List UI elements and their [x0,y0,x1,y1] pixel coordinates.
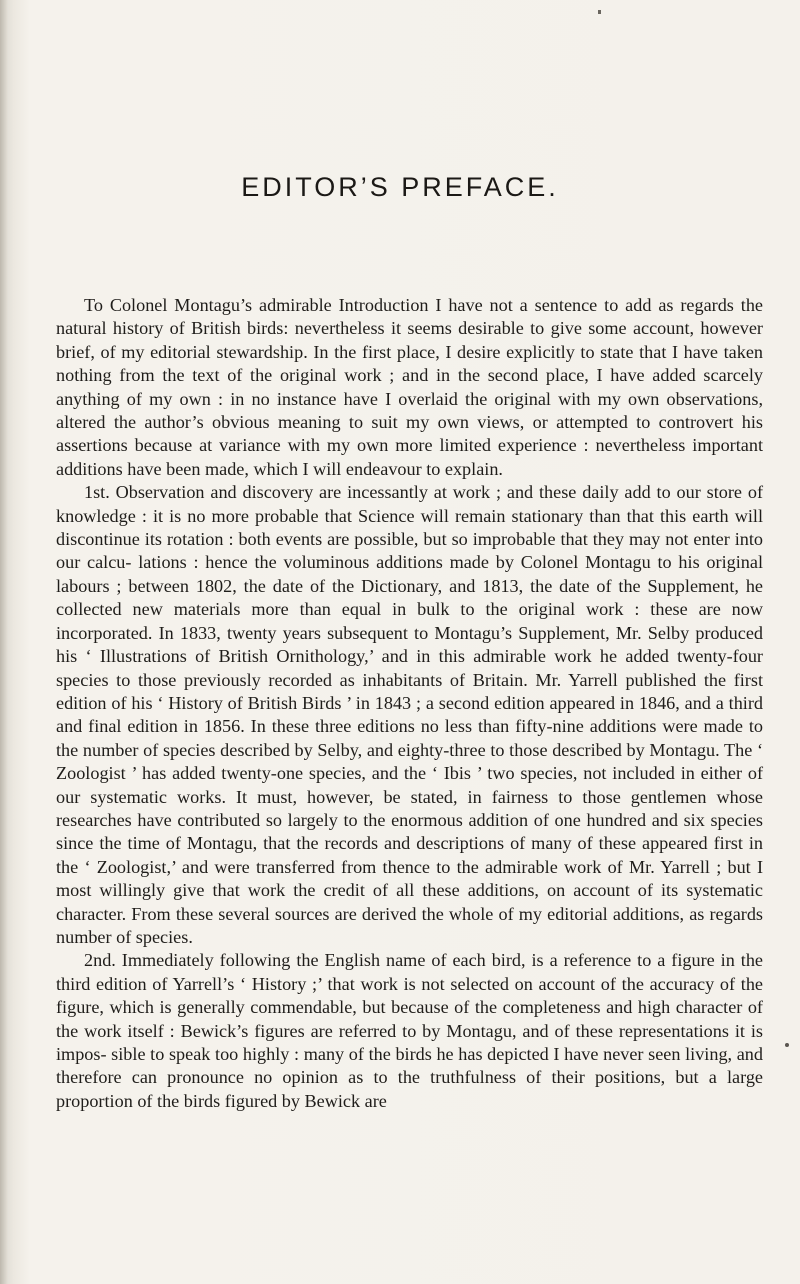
paragraph-first-point: 1st. Observation and discovery are incessantly at work ; and these daily add to our store of knowledge : it is no more probable that Science will remain stationary than that this earth will discontinue its rotation : both events are possible, but so improbable that they may not enter into our calcu- lations : hence the voluminous additions made by Colonel Montagu to his original labours ; between 1802, the date of the Dictionary, and 1813, the date of the Supplement, he collected new materials more than equal in bulk to the original work : these are now incorporated. In 1833, twenty years subsequent to Montagu’s Supplement, Mr. Selby produced his ‘ Illustrations of British Ornithology,’ and in this admirable work he added twenty-four species to those previously recorded as inhabitants of Britain. Mr. Yarrell published the first edition of his ‘ History of British Birds ’ in 1843 ; a second edition appeared in 1846, and a third and final edition in 1856. In these three editions no less than fifty-nine additions were made to the number of species described by Selby, and eighty-three to those described by Montagu. The ‘ Zoologist ’ has added twenty-one species, and the ‘ Ibis ’ two species, not included in either of our systematic works. It must, however, be stated, in fairness to those gentlemen whose researches have contributed so largely to the enormous addition of one hundred and six species since the time of Montagu, that the records and descriptions of many of these appeared first in the ‘ Zoologist,’ and were transferred from thence to the admirable work of Mr. Yarrell ; but I most willingly give that work the credit of all these additions, on account of its systematic character. From these several sources are derived the whole of my editorial additions, as regards number of species. [56,482,763,947]
paragraph-second-point: 2nd. Immediately following the English name of each bird, is a reference to a figure in the third edition of Yarrell’s ‘ History ;’ that work is not selected on account of the accuracy of the figure, which is generally commendable, but because of the completeness and high character of the work itself : Bewick’s figures are referred to by Montagu, and of these representations it is impos- sible to speak too highly : many of the birds he has depicted I have never seen living, and therefore can pronounce no opinion as to the truthfulness of their positions, but a large proportion of the birds figured by Bewick are [56,950,763,1111]
print-mark [598,10,601,14]
paragraph-intro: To Colonel Montagu’s admirable Introduction I have not a sentence to add as regards the natural history of British birds: nevertheless it seems desirable to give some account, however brief, of my editorial stewardship. In the first place, I desire explicitly to state that I have taken nothing from the text of the original work ; and in the second place, I have added scarcely anything of my own : in no instance have I overlaid the original with my own observations, altered the author’s obvious meaning to suit my own views, or attempted to controvert his assertions because at variance with my own more limited experience : nevertheless important additions have been made, which I will endeavour to explain. [56,295,763,479]
preface-body [56,294,763,1113]
margin-mark [785,1043,789,1047]
page-title: EDITOR’S PREFACE. [241,172,559,202]
